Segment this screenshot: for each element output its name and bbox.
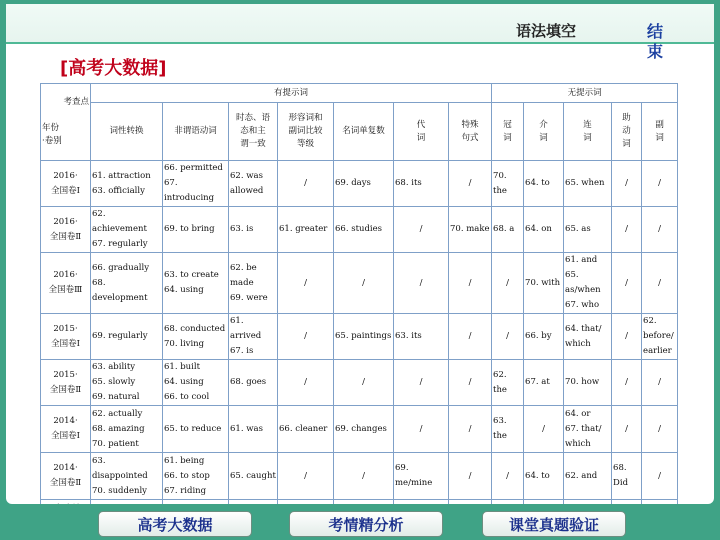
table-cell: / xyxy=(524,406,564,453)
table-cell: 64. to xyxy=(524,161,564,207)
table-cell: 68. conducted 70. living xyxy=(163,314,229,360)
row-label: 2016· 全国卷Ⅲ xyxy=(41,253,91,314)
table-cell: 63. ability 65. slowly 69. natural xyxy=(91,360,163,406)
column-header: 连 词 xyxy=(564,103,612,161)
table-cell: / xyxy=(278,253,334,314)
row-label: 2014· 全国卷Ⅰ xyxy=(41,406,91,453)
table-cell: 68. its xyxy=(394,161,449,207)
table-cell: 61. built 64. using 66. to cool xyxy=(163,360,229,406)
table-cell: 69. days xyxy=(334,161,394,207)
table-cell: 69. me/mine xyxy=(394,453,449,500)
table-cell: 65. paintings xyxy=(334,314,394,360)
table-cell: 67. at xyxy=(524,360,564,406)
column-header: 名词单复数 xyxy=(334,103,394,161)
table-row xyxy=(41,360,678,406)
table-cell: 61. being 66. to stop 67. riding xyxy=(163,453,229,500)
exam-data-table xyxy=(40,83,678,520)
column-header: 非谓语动词 xyxy=(163,103,229,161)
table-cell: / xyxy=(612,406,642,453)
table-cell: / xyxy=(612,207,642,253)
table-cell: / xyxy=(334,253,394,314)
table-cell: / xyxy=(278,161,334,207)
table-cell: / xyxy=(642,253,678,314)
column-header: 副 词 xyxy=(642,103,678,161)
row-label: 2015· 全国卷Ⅰ xyxy=(41,314,91,360)
table-cell: 68. a xyxy=(492,207,524,253)
table-cell: 62. was allowed xyxy=(229,161,278,207)
table-cell: / xyxy=(449,453,492,500)
table-cell: 66. cleaner xyxy=(278,406,334,453)
table-cell: 61. was xyxy=(229,406,278,453)
table-cell: / xyxy=(449,253,492,314)
group-header-nohint: 无提示词 xyxy=(492,84,678,103)
table-row xyxy=(41,253,678,314)
corner-header xyxy=(41,84,91,161)
row-label: 2016· 全国卷Ⅰ xyxy=(41,161,91,207)
corner-bottom: 年份 ·卷别 xyxy=(42,123,62,146)
corner-top: 考查点 xyxy=(63,97,89,107)
table-cell: / xyxy=(612,253,642,314)
table-row xyxy=(41,314,678,360)
table-row xyxy=(41,406,678,453)
table-cell: 61. and 65. as/when 67. who xyxy=(564,253,612,314)
table-cell: 63. to create 64. using xyxy=(163,253,229,314)
table-cell: 69. regularly xyxy=(91,314,163,360)
table-cell: 68. goes xyxy=(229,360,278,406)
table-cell: 69. to bring xyxy=(163,207,229,253)
table-cell: / xyxy=(334,360,394,406)
nav-button-practice[interactable]: 课堂真题验证 xyxy=(482,511,626,537)
top-divider xyxy=(6,42,714,44)
table-cell: 61. attraction 63. officially xyxy=(91,161,163,207)
table-cell: 65. to reduce xyxy=(163,406,229,453)
table-cell: 65. caught xyxy=(229,453,278,500)
table-cell: / xyxy=(394,253,449,314)
table-cell: 70. with xyxy=(524,253,564,314)
table-cell: / xyxy=(278,453,334,500)
table-cell: / xyxy=(642,406,678,453)
table-cell: 62. the xyxy=(492,360,524,406)
column-header: 特殊 句式 xyxy=(449,103,492,161)
grammar-label: 语法填空 xyxy=(516,22,577,40)
table-cell: 70. the xyxy=(492,161,524,207)
table-cell: 63. the xyxy=(492,406,524,453)
table-cell: / xyxy=(449,360,492,406)
nav-button-data[interactable]: 高考大数据 xyxy=(98,511,252,537)
nav-button-analysis[interactable]: 考情精分析 xyxy=(289,511,443,537)
column-header: 助 动 词 xyxy=(612,103,642,161)
table-cell: 62. be made 69. were xyxy=(229,253,278,314)
table-cell: 61. arrived 67. is xyxy=(229,314,278,360)
top-band xyxy=(6,4,714,44)
table-cell: / xyxy=(394,360,449,406)
table-cell: 64. or 67. that/ which xyxy=(564,406,612,453)
table-cell: 66. studies xyxy=(334,207,394,253)
column-header: 代 词 xyxy=(394,103,449,161)
table-cell: 64. on xyxy=(524,207,564,253)
column-header: 形容词和 副词比较 等级 xyxy=(278,103,334,161)
table-cell: 65. as xyxy=(564,207,612,253)
table-cell: / xyxy=(612,360,642,406)
slide-panel xyxy=(6,4,714,504)
column-header: 介 词 xyxy=(524,103,564,161)
column-header: 冠 词 xyxy=(492,103,524,161)
table-cell: / xyxy=(394,406,449,453)
table-cell: / xyxy=(449,406,492,453)
table-cell: 66. by xyxy=(524,314,564,360)
table-cell: / xyxy=(449,314,492,360)
table-cell: 63. is xyxy=(229,207,278,253)
row-label: 2014· 全国卷Ⅱ xyxy=(41,453,91,500)
row-label: 2016· 全国卷Ⅱ xyxy=(41,207,91,253)
table-cell: 68. Did xyxy=(612,453,642,500)
table-cell: 61. greater xyxy=(278,207,334,253)
table-cell: / xyxy=(278,360,334,406)
table-cell: 64. that/ which xyxy=(564,314,612,360)
table-cell: 69. changes xyxy=(334,406,394,453)
table-cell: / xyxy=(449,161,492,207)
table-cell: 62. before/ earlier xyxy=(642,314,678,360)
table-cell: 64. to xyxy=(524,453,564,500)
table-cell: / xyxy=(612,161,642,207)
table-cell: / xyxy=(492,453,524,500)
table-cell: / xyxy=(642,360,678,406)
table-cell: 63. disappointed 70. suddenly xyxy=(91,453,163,500)
column-header: 词性转换 xyxy=(91,103,163,161)
table-cell: 62. actually 68. amazing 70. patient xyxy=(91,406,163,453)
table-row xyxy=(41,161,678,207)
table-cell: / xyxy=(612,314,642,360)
table-cell: / xyxy=(492,253,524,314)
table-cell: 65. when xyxy=(564,161,612,207)
table-cell: / xyxy=(278,314,334,360)
row-label: 2015· 全国卷Ⅱ xyxy=(41,360,91,406)
end-button[interactable]: 结 束 xyxy=(646,22,663,61)
section-title: [高考大数据] xyxy=(60,58,167,79)
group-header-hint: 有提示词 xyxy=(91,84,492,103)
column-header: 时态、语 态和主 谓一致 xyxy=(229,103,278,161)
table-cell: 66. gradually 68. development xyxy=(91,253,163,314)
table-cell: 62. and xyxy=(564,453,612,500)
table-cell: 70. how xyxy=(564,360,612,406)
table-cell: 63. its xyxy=(394,314,449,360)
table-row xyxy=(41,207,678,253)
table-cell: / xyxy=(642,207,678,253)
table-cell: / xyxy=(642,453,678,500)
table-cell: / xyxy=(492,314,524,360)
table-cell: 66. permitted 67. introducing xyxy=(163,161,229,207)
table-cell: / xyxy=(642,161,678,207)
table-cell: 70. make xyxy=(449,207,492,253)
table-cell: / xyxy=(394,207,449,253)
table-cell: 62. achievement 67. regularly xyxy=(91,207,163,253)
table-row xyxy=(41,453,678,500)
table-cell: / xyxy=(334,453,394,500)
